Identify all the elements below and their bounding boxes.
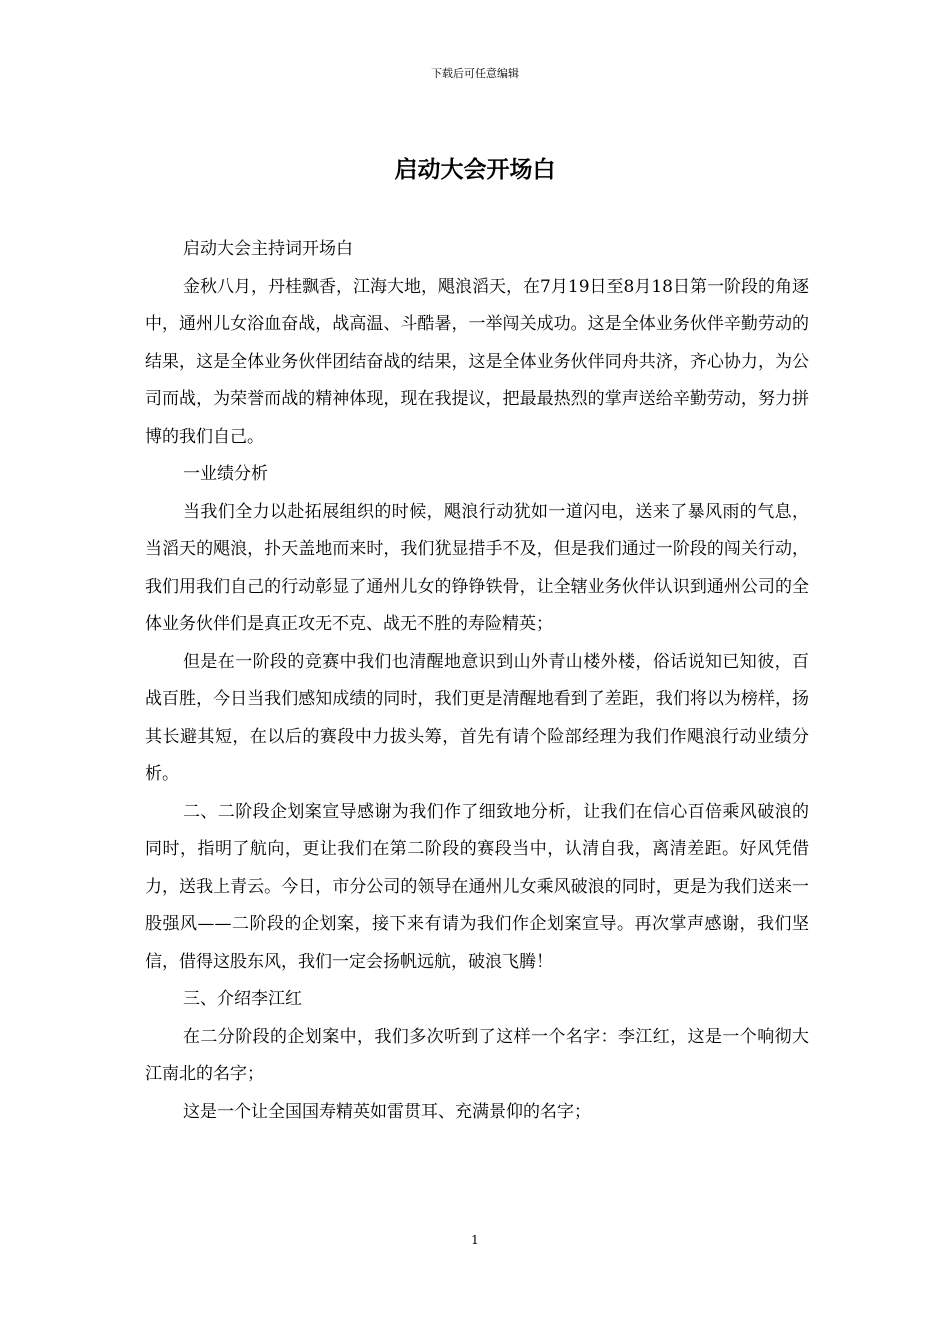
paragraph: 启动大会主持词开场白 [183, 239, 353, 259]
page-header-note: 下载后可任意编辑 [431, 67, 519, 80]
paragraph: 当我们全力以赴拓展组织的时候，飓浪行动犹如一道闪电，送来了暴风雨的气息，当滔天的飓浪，扑天盖地而来时，我们犹显措手不及，但是我们通过一阶段的闯关行动，我们用我们自己的行动彰显了通州儿女的铮铮铁骨，让全辖业务伙伴认识到通州公司的全体业务伙伴们是真正攻无不克、战无不胜的寿险精英； [145, 501, 809, 634]
document-body [145, 231, 809, 1131]
paragraph: 但是在一阶段的竞赛中我们也清醒地意识到山外青山楼外楼，俗话说知已知彼，百战百胜，今日当我们感知成绩的同时，我们更是清醒地看到了差距，我们将以为榜样，扬其长避其短，在以后的赛段中力拔头筹，首先有请个险部经理为我们作飓浪行动业绩分析。 [145, 651, 809, 784]
paragraph: 这是一个让全国国寿精英如雷贯耳、充满景仰的名字； [183, 1101, 591, 1122]
page-number: 1 [471, 1233, 479, 1247]
paragraph: 在二分阶段的企划案中，我们多次听到了这样一个名字：李江红，这是一个响彻大江南北的名字； [145, 1026, 809, 1084]
section-heading: 一业绩分析 [183, 464, 268, 484]
paragraph: 二、二阶段企划案宣导感谢为我们作了细致地分析，让我们在信心百倍乘风破浪的同时，指明了航向，更让我们在第二阶段的赛段当中，认清自我，离清差距。好风凭借力，送我上青云。今日，市分公司的领导在通州儿女乘风破浪的同时，更是为我们送来一股强风——二阶段的企划案，接下来有请为我们作企划案宣导。再次掌声感谢，我们坚信，借得这股东风，我们一定会扬帆远航，破浪飞腾！ [145, 801, 809, 972]
paragraph: 金秋八月，丹桂飘香，江海大地，飓浪滔天，在7月19日至8月18日第一阶段的角逐中，通州儿女浴血奋战，战高温、斗酷暑，一举闯关成功。这是全体业务伙伴辛勤劳动的结果，这是全体业务伙伴团结奋战的结果，这是全体业务伙伴同舟共济，齐心协力，为公司而战，为荣誉而战的精神体现，现在我提议，把最最热烈的掌声送给辛勤劳动，努力拼博的我们自己。 [145, 276, 809, 447]
section-heading: 三、介绍李江红 [183, 989, 302, 1009]
document-title: 启动大会开场白 [394, 157, 556, 183]
